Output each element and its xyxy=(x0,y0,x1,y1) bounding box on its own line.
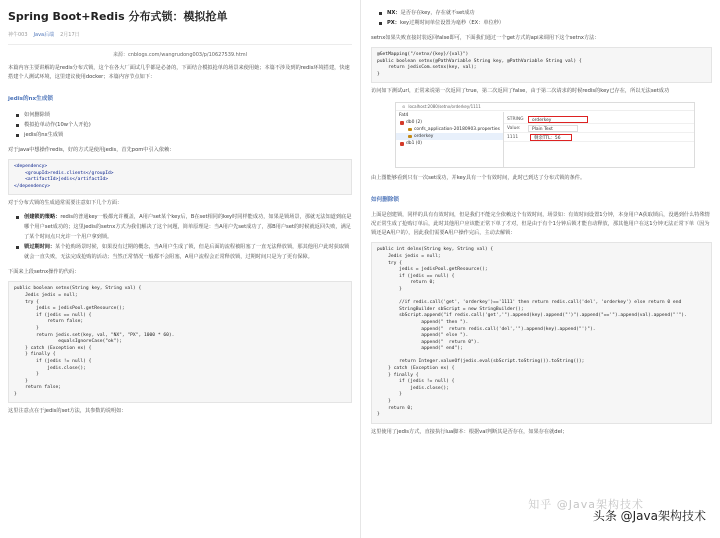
toutiao-watermark xyxy=(593,507,706,524)
value-row xyxy=(504,124,695,133)
paragraph: 下面来上段setnx操作的代码： xyxy=(8,269,80,276)
paragraph: 由上图能够看到只有一次set成功，并key具有一个有效时间，此时已到达了分布式锁的条件。 xyxy=(371,175,586,182)
key-name-field[interactable]: orderkey xyxy=(528,116,588,123)
list-item xyxy=(16,212,352,242)
outline-list xyxy=(16,110,352,140)
lock-considerations-list xyxy=(16,212,352,262)
tree-label: orderkey xyxy=(414,134,434,140)
view-as-select[interactable]: Plain Text xyxy=(528,125,578,132)
list-item-text: redis的普通key一般都允许覆盖，A用户set某个key后，B在set相同的key时同样能成功，如果是锁场景，那就无法知道到底是哪个用户set成功的；这里jedis的setnx方式为我们解决了这个问题，简单原理是：当A用户先set成功了，那B用户set的时候就返回失败，满足了某个时间点只允许一个用户拿到锁。 xyxy=(24,214,352,241)
paragraph: 上面是创建锁，同样的具有有效时间，但是我们不能完全依赖这个有效时间，场景如：有效时间设置1分钟，本身用户A获取锁后，没遇到什么特殊情况正常生成了抢购订单后，此时其他用户应该能正常下单了才对，但是由于有个1分钟后锁才能自动释放，那其他用户在这1分钟无法正常下单（因为锁还是A用户的），因此我们需要A用户操作完后，主动去解锁： xyxy=(371,212,710,237)
list-item-text: key过期时间单位设置为毫秒（EX：单位秒） xyxy=(400,20,505,26)
paragraph: 访问如下测试url，正常来说第一次返回了true，第二次返回了false，由于第二次请求的时候redis的key已存在，所以无法set成功 xyxy=(371,88,670,95)
java-code-block: public int delnx(String key, String val) { Jedis jedis = null; try { jedis = jedisPool.getResource(); if (jedis == null) { return 0; } //if redis.call('get', 'orderkey')=='1111' then return redis.call('del', 'orderkey') else return 0 end StringBuilder sbScript = new StringBuilder(); sbScript.append("if redis.call('get','").append(key).append("')").append("=='").append(val).append("'"). append(" then "). append(" return redis.call('del','").append(key).append("')"). append(" else "). append(" return 0"). append(" end"); return Integer.valueOf(jedis.eval(sbScript.toString()).toString()); } catch (Exception ex) { } finally { if (jedis != null) { jedis.close(); } } return 0; } xyxy=(371,242,712,423)
list-item xyxy=(16,242,352,262)
tree-item-db1[interactable] xyxy=(396,140,503,147)
key-icon xyxy=(408,135,412,138)
tree-label: db0 (2) xyxy=(406,120,422,126)
value-label: Value: xyxy=(507,125,521,131)
redis-icon xyxy=(400,121,404,125)
redis-icon xyxy=(400,142,404,146)
paragraph: 对于分布式锁的生成通常需要注意如下几个方面： xyxy=(8,200,123,207)
section-heading: 如何删除锁 xyxy=(371,197,399,204)
paragraph: 这里注意点在于jedis的set方法，其参数的说明如： xyxy=(8,408,127,415)
list-item-text: 某个抢购场景时候，如果没有过期的概念，当A用户生成了锁，但是后面的流程被阻塞了一直无法释放锁，那其他用户此时获取锁就会一直失败，无法完成抢购的活动；当然正常情况一般都不会阻塞，A用户流程会正常释放锁，过期时间只是为了更有保障。 xyxy=(24,244,350,261)
list-item xyxy=(379,18,712,28)
tree-item-db0[interactable] xyxy=(396,119,503,126)
intro-paragraph: 本篇内容主要讲解的是redis分布式锁，这个在各大厂面试几乎都是必备的，下面结合模拟抢单的场景来使用她；本篇不涉及到的redis环境搭建，快速搭建个人测试环境，这里建议使用docker；本篇内容节点如下： xyxy=(8,65,350,80)
value-content-row xyxy=(504,133,695,142)
list-item-head: NX： xyxy=(387,10,401,16)
java-code-block: @GetMapping("/setnx/{key}/{val}") public boolean setnx(@PathVariable String key, @PathVariable String val) { return jedisCom.setnx(key, val); } xyxy=(371,47,712,83)
lock-icon: ⊙ xyxy=(402,103,406,109)
tree-header xyxy=(396,112,503,119)
ttl-field: 剩余TTL：56 xyxy=(530,134,572,141)
browser-url-bar xyxy=(396,103,694,111)
divider xyxy=(8,44,352,45)
paragraph: 这里使用了jedis方式，直接执行lua脚本：根据val判断其是否存在，如果存在就del； xyxy=(371,428,568,435)
key-icon xyxy=(408,128,412,131)
article-title: Spring Boot+Redis 分布式锁：模拟抢单 xyxy=(8,10,228,23)
tree-label: confs_application-20180903.properties xyxy=(414,127,500,133)
watermark-text: 头条 @Java架构技术 xyxy=(592,509,706,523)
tree-header-label: Fat4 xyxy=(399,113,409,119)
category-tag[interactable]: Java后端 xyxy=(33,32,55,38)
key-detail-panel xyxy=(504,112,695,168)
author-name[interactable]: 神牛003 xyxy=(8,32,28,38)
list-item-head: 锁过期时间： xyxy=(24,244,56,251)
xml-code-block: <dependency> <groupId>redis.clients</groupId> <artifactId>jedis</artifactId> </dependency> xyxy=(8,159,352,195)
article-meta xyxy=(8,31,352,38)
tree-item-confs[interactable] xyxy=(396,126,503,133)
list-item: 如何删除锁 xyxy=(16,110,352,120)
list-item: jedis的nx生成锁 xyxy=(16,130,352,140)
key-row xyxy=(504,115,695,124)
value-content: 1111 xyxy=(507,134,519,140)
list-item-text: 是否存在key，存在就不set成功 xyxy=(400,10,475,16)
java-code-block: public boolean setnx(String key, String val) { Jedis jedis = null; try { jedis = jedisPool.getResource(); if (jedis == null) { return false; } return jedis.set(key, val, "NX", "PX", 1000 * 60). equalsIgnoreCase("ok"); } catch (Exception ex) { } finally { if (jedis != null) { jedis.close(); } } return false; } xyxy=(8,281,352,403)
list-item-head: PX： xyxy=(387,20,400,26)
type-label: STRING xyxy=(507,116,524,122)
tree-label: db1 (0) xyxy=(406,141,422,147)
section-heading: jedis的nx生成锁 xyxy=(8,96,53,102)
set-params-list xyxy=(379,8,712,28)
tree-item-orderkey[interactable] xyxy=(396,133,503,140)
right-article-page xyxy=(360,0,720,538)
paragraph: 对于java中想操作redis，好的方式是使用jedis，首先pom中引入依赖： xyxy=(8,147,175,153)
list-item xyxy=(379,8,712,18)
publish-date: 2月17日 xyxy=(60,32,80,38)
list-item: 模拟抢单动作(10w个人开抢) xyxy=(16,120,352,130)
list-item-head: 创建锁的策略： xyxy=(24,214,61,221)
zhihu-watermark: 知乎 @Java架构技术 xyxy=(528,498,644,511)
url-text: localhost:2080/setnx/orderkey/1111 xyxy=(408,103,481,109)
key-tree-panel xyxy=(396,112,504,168)
paragraph: setnx如果失败直接封装返回false即可，下面我们通过一个get方式的api来调用下这个setnx方法： xyxy=(371,35,600,41)
redis-manager-screenshot xyxy=(395,102,695,168)
source-line: 来源：cnblogs.com/wangrudong003/p/10627539.html xyxy=(112,52,248,58)
